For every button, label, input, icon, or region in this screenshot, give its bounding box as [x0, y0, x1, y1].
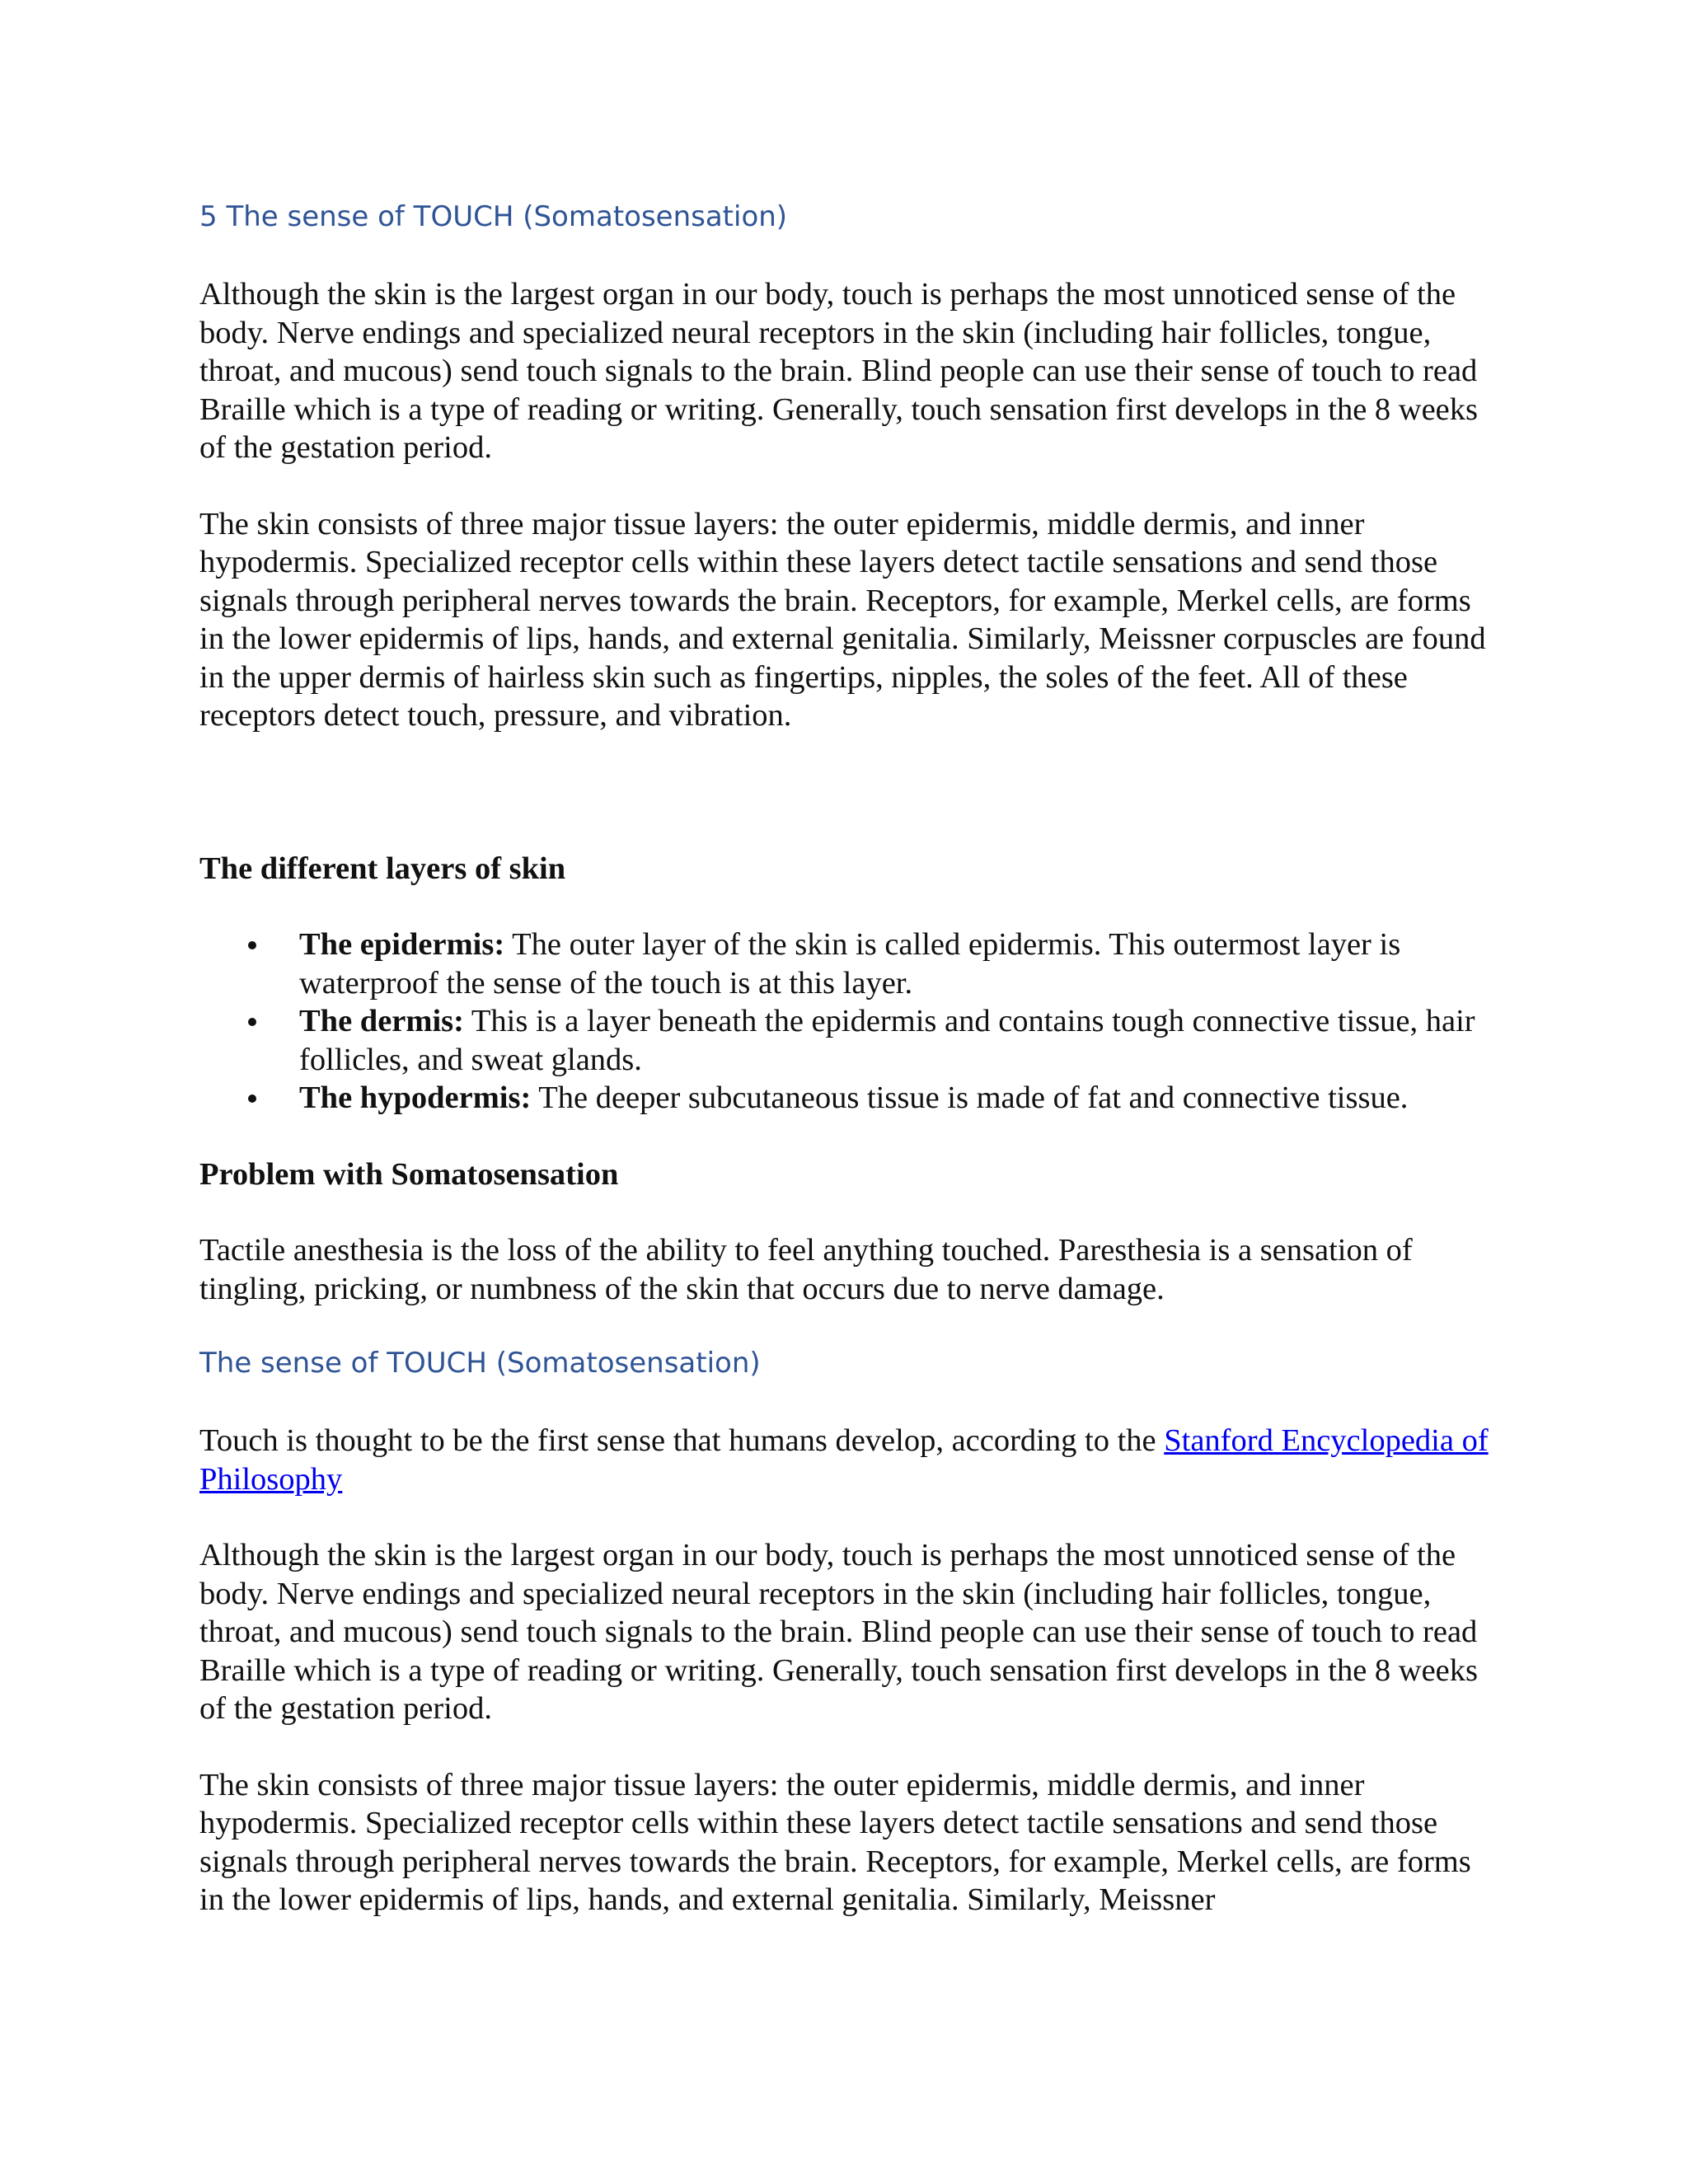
section2-paragraph-1: Although the skin is the largest organ in our body, touch is perhaps the most unnoticed sense of the body. Nerve endings and specialized neural receptors in the skin (including hair follicles, tongue, throat, and mucous) send touch signals to the brain. Blind people can use their sense of touch to read Braille which is a type of reading or writing. Generally, touch sensation first develops in the 8 weeks of the gestation period.: [199, 1538, 1478, 1726]
stanford-encyclopedia-link[interactable]: Stanford Encyclopedia of Philosophy: [199, 1423, 1489, 1497]
section1-paragraph-1: Although the skin is the largest organ in our body, touch is perhaps the most unnoticed sense of the body. Nerve endings and specialized neural receptors in the skin (including hair follicles, tongue, throat, and mucous) send touch signals to the brain. Blind people can use their sense of touch to read Braille which is a type of reading or writing. Generally, touch sensation first develops in the 8 weeks of the gestation period.: [199, 277, 1478, 465]
section1-paragraph-2: The skin consists of three major tissue layers: the outer epidermis, middle dermis, and inner hypodermis. Specialized receptor cells within these layers detect tactile sensations and send those signals through peripheral nerves towards the brain. Receptors, for example, Merkel cells, are forms in the lower epidermis of lips, hands, and external genitalia. Similarly, Meissner corpuscles are found in the upper dermis of hairless skin such as fingertips, nipples, the soles of the feet. All of these receptors detect touch, pressure, and vibration.: [199, 506, 1486, 733]
list-item: [199, 1079, 1502, 1118]
list-item-text: This is a layer beneath the epidermis and contains tough connective tissue, hair follicles, and sweat glands.: [299, 1004, 1475, 1077]
document-content: [199, 198, 1502, 1919]
list-item-term: The hypodermis:: [299, 1080, 532, 1115]
layers-list: [199, 926, 1502, 1118]
section2-intro-text: Touch is thought to be the first sense that humans develop, according to the: [199, 1423, 1165, 1458]
bullet-dot-icon: [248, 1018, 256, 1026]
layers-heading: The different layers of skin: [199, 851, 566, 886]
bullet-dot-icon: [248, 1094, 256, 1103]
bullet-dot-icon: [248, 941, 256, 949]
list-item-text: The outer layer of the skin is called epidermis. This outermost layer is waterproof the sense of the touch is at this layer.: [299, 927, 1401, 1001]
list-item-text: The deeper subcutaneous tissue is made of fat and connective tissue.: [531, 1080, 1409, 1115]
problem-paragraph: Tactile anesthesia is the loss of the ability to feel anything touched. Paresthesia is a sensation of tingling, pricking, or numbness of the skin that occurs due to nerve damage.: [199, 1233, 1413, 1306]
list-item: [199, 926, 1502, 1002]
problem-heading: Problem with Somatosensation: [199, 1156, 619, 1192]
section-heading-2: The sense of TOUCH (Somatosensation): [199, 1347, 761, 1380]
list-item-term: The epidermis:: [299, 927, 505, 962]
list-item-term: The dermis:: [299, 1004, 464, 1038]
section2-paragraph-2: The skin consists of three major tissue layers: the outer epidermis, middle dermis, and inner hypodermis. Specialized receptor cells within these layers detect tactile sensations and send those signals through peripheral nerves towards the brain. Receptors, for example, Merkel cells, are forms in the lower epidermis of lips, hands, and external genitalia. Similarly, Meissner: [199, 1767, 1471, 1917]
section2-intro: [199, 1422, 1502, 1498]
list-item: [199, 1002, 1502, 1079]
section-heading-1: 5 The sense of TOUCH (Somatosensation): [199, 200, 788, 233]
